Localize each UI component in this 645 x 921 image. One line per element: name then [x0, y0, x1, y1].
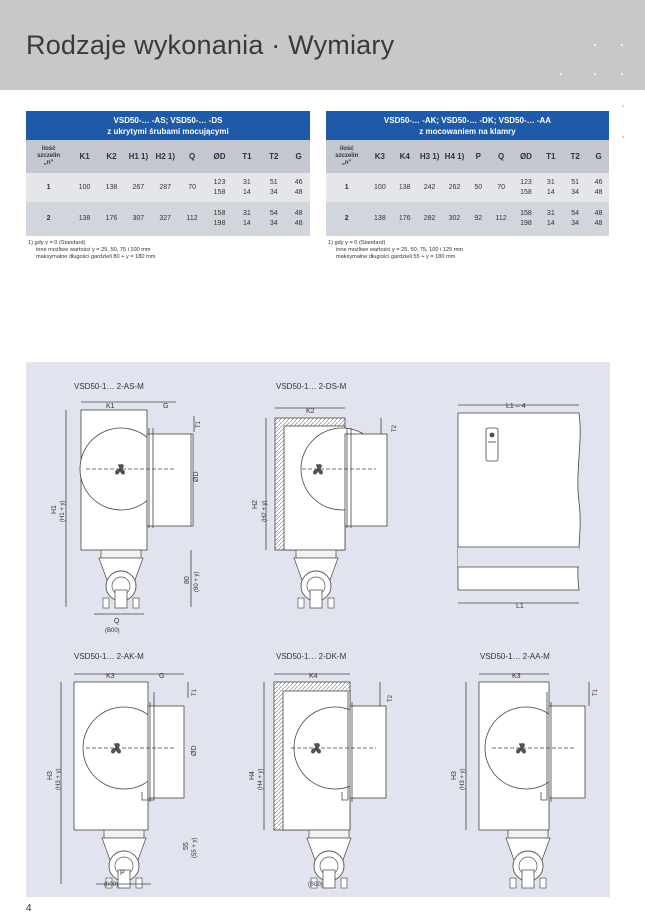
header-cell: T1 [546, 152, 556, 161]
table-cell: 46 48 [287, 173, 310, 202]
table-cell: 31 14 [539, 173, 562, 202]
table-cell: 31 14 [233, 173, 260, 202]
page-title: Rodzaje wykonania · Wymiary [26, 30, 395, 60]
as-b00-dim: (B00) [105, 628, 120, 634]
decor-dot [621, 73, 623, 75]
header-cell: K4 [399, 152, 410, 161]
header-cell: K1 [79, 152, 90, 161]
dk-k4-dim: K4 [309, 673, 318, 680]
dk-h4y-dim: (H4 + y) [258, 768, 264, 790]
ak-55-dim: 55 [183, 842, 190, 850]
header-cell: ØD [213, 152, 226, 161]
decor-dot [594, 44, 596, 46]
side-l1-dim: L1 [516, 603, 524, 610]
header-cell: K3 [374, 152, 385, 161]
table-cell: 327 [152, 202, 179, 236]
header-cell: Q [188, 152, 196, 161]
table-cell: 112 [490, 202, 513, 236]
drawing-as-m [66, 402, 194, 614]
table-cell: 282 [417, 202, 442, 236]
table-cell: 138 [392, 173, 417, 202]
dk-t2-dim: T2 [388, 694, 394, 702]
as-t1-dim: T1 [196, 420, 202, 428]
page-header [0, 0, 645, 90]
table-cell: 48 48 [287, 202, 310, 236]
table-row [326, 173, 609, 202]
table-row [26, 173, 310, 202]
ds-k2-dim: K2 [306, 408, 315, 415]
table-cell: 262 [442, 173, 467, 202]
table-cell: 31 14 [233, 202, 260, 236]
table-cell: 112 [179, 202, 206, 236]
as-m-label: VSD50-1… 2-AS-M [74, 382, 144, 391]
row-label: 1 [26, 173, 71, 202]
dimensions-table-left [26, 111, 310, 236]
as-h1-dim: H1 [51, 505, 58, 514]
as-h1y-dim: (H1 + y) [60, 500, 66, 522]
as-k1-dim: K1 [106, 403, 115, 410]
decor-dot [560, 73, 562, 75]
table-caption: VSD50-… -AK; VSD50-… -DK; VSD50-… -AA z mocowaniem na klamry [326, 111, 609, 140]
as-80y-dim: (80 + y) [194, 571, 200, 592]
header-cell: K2 [106, 152, 117, 161]
table-cell: 31 14 [539, 202, 562, 236]
table-cell: 176 [392, 202, 417, 236]
table-cell: 302 [442, 202, 467, 236]
drawing-side-view [458, 405, 580, 603]
as-q-dim: Q [114, 618, 120, 625]
table-cell: 54 34 [562, 202, 588, 236]
table-cell: 138 [98, 173, 125, 202]
table-cell: 51 34 [260, 173, 287, 202]
table-cell: 138 [71, 202, 98, 236]
as-od-dim: ØD [193, 471, 200, 482]
dk-h4-dim: H4 [249, 771, 256, 780]
table-cell: 242 [417, 173, 442, 202]
ds-h2y-dim: (H2 + y) [262, 500, 268, 522]
header-cell: H2 1) [155, 152, 175, 161]
table-row [326, 202, 609, 236]
dimensions-table-right [326, 111, 609, 236]
ds-t2-dim: T2 [392, 424, 398, 432]
ak-od-dim: ØD [191, 745, 198, 756]
table-cell: 50 [467, 173, 490, 202]
header-cell: H4 1) [444, 152, 465, 161]
table-cell: 46 48 [588, 173, 609, 202]
table-header-row [326, 140, 609, 173]
table-cell: 138 [367, 202, 392, 236]
table-cell: 123 158 [512, 173, 539, 202]
table-cell: 48 48 [588, 202, 609, 236]
drawing-ak-m [61, 674, 188, 888]
drawings-svg [26, 362, 610, 897]
aa-k3-dim: K3 [512, 673, 521, 680]
header-slots-count: ilość szczelin „n” [37, 146, 61, 166]
ak-55y-dim: (55 + y) [192, 837, 198, 858]
table-cell: 54 34 [260, 202, 287, 236]
header-cell: H3 1) [419, 152, 440, 161]
aa-h3y-dim: (H3 + y) [460, 768, 466, 790]
table-cell: 158 198 [206, 202, 234, 236]
decor-dot [594, 73, 596, 75]
aa-h3-dim: H3 [451, 771, 458, 780]
technical-drawings-panel [26, 362, 610, 897]
drawing-aa-m [466, 674, 589, 888]
decor-dot [622, 136, 624, 138]
header-cell: G [295, 152, 302, 161]
table-cell: 287 [152, 173, 179, 202]
ds-h2-dim: H2 [252, 500, 259, 509]
row-label: 2 [26, 202, 71, 236]
drawing-dk-m [264, 674, 386, 888]
table-cell: 70 [490, 173, 513, 202]
header-cell: ØD [519, 152, 532, 161]
ak-h3y-dim: (H3 + y) [56, 768, 62, 790]
drawing-ds-m [266, 408, 387, 608]
header-cell: Q [497, 152, 505, 161]
table-cell: 176 [98, 202, 125, 236]
table-cell: 70 [179, 173, 206, 202]
table-cell: 123 158 [206, 173, 234, 202]
header-cell: G [595, 152, 602, 161]
dk-b00-dim: (B00) [308, 882, 323, 888]
ak-k3-dim: K3 [106, 673, 115, 680]
aa-m-label: VSD50-1… 2-AA-M [480, 652, 550, 661]
table-cell: 100 [71, 173, 98, 202]
table-header-row [26, 140, 310, 173]
table-cell: 158 198 [512, 202, 539, 236]
aa-t1-dim: T1 [593, 688, 599, 696]
ak-g-dim: G [159, 673, 165, 680]
table-caption: VSD50-… -AS; VSD50-… -DS z ukrytymi śrubami mocującymi [26, 111, 310, 140]
table-footnote: 1) gdy y = 0 (Standard) inne możliwe wartości y = 25, 50, 75 i 100 mm maksymalne długości gardzieli 80 + y = 180 mm [28, 240, 156, 260]
row-label: 1 [326, 173, 367, 202]
header-cell: P [475, 152, 481, 161]
page-number: 4 [26, 903, 32, 914]
ak-p-dim: P [120, 870, 125, 877]
ak-t1-dim: T1 [192, 688, 198, 696]
header-cell: T2 [570, 152, 580, 161]
decor-dot [622, 105, 624, 107]
table-footnote: 1) gdy y = 0 (Standard) inne możliwe wartości y = 25, 50, 75, 100 i 125 mm maksymalne długości gardzieli 55 + y = 180 mm [328, 240, 464, 260]
header-cell: H1 1) [128, 152, 149, 161]
table-cell: 51 34 [562, 173, 588, 202]
ak-000-dim: (000) [104, 882, 119, 888]
row-label: 2 [326, 202, 367, 236]
table-cell: 100 [367, 173, 392, 202]
table-row [26, 202, 310, 236]
as-80-dim: 80 [184, 576, 191, 584]
header-cell: T1 [242, 152, 252, 161]
dk-m-label: VSD50-1… 2-DK-M [276, 652, 347, 661]
header-slots-count: ilość szczelin „n” [335, 146, 359, 166]
header-cell: T2 [269, 152, 279, 161]
ds-m-label: VSD50-1… 2-DS-M [276, 382, 347, 391]
ak-h3-dim: H3 [47, 771, 54, 780]
ak-m-label: VSD50-1… 2-AK-M [74, 652, 144, 661]
decor-dot [621, 44, 623, 46]
table-cell: 267 [125, 173, 152, 202]
side-l1-4-dim: L1 – 4 [506, 403, 526, 410]
as-g-dim: G [163, 403, 169, 410]
table-cell: 92 [467, 202, 490, 236]
table-cell: 307 [125, 202, 152, 236]
